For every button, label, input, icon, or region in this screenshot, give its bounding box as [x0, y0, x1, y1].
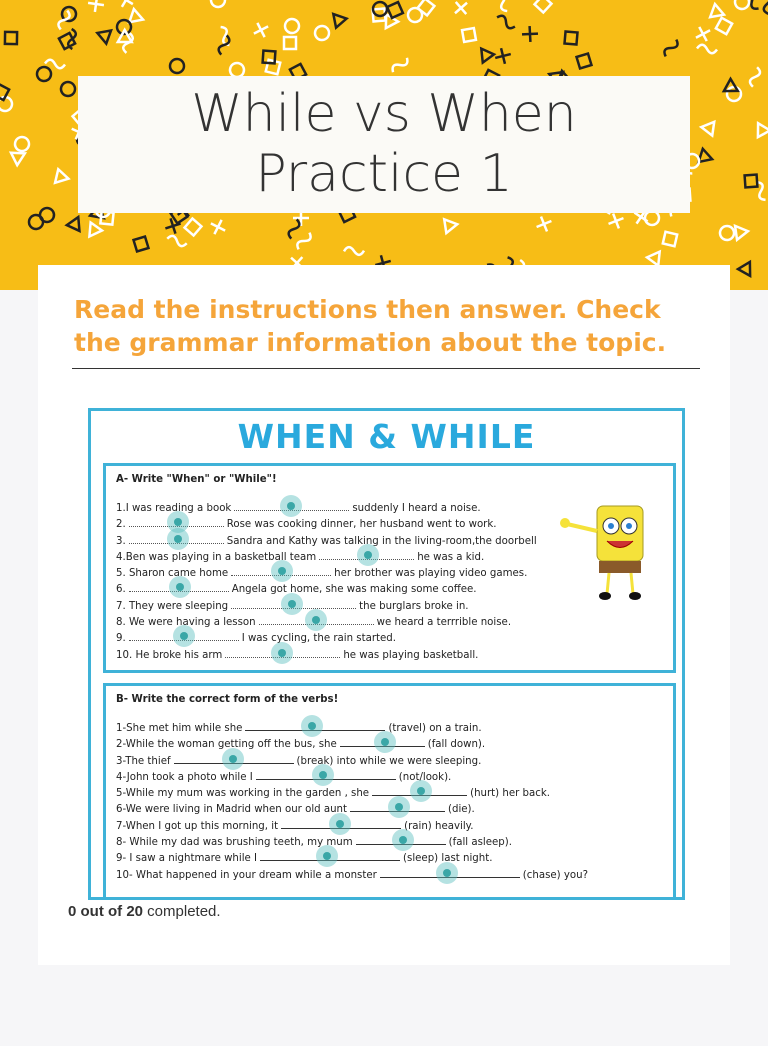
item-prefix: 4.Ben was playing in a basketball team	[116, 551, 317, 563]
worksheet-item	[116, 802, 663, 818]
worksheet-item	[116, 648, 663, 664]
section-a	[103, 463, 676, 673]
answer-blank[interactable]	[256, 770, 396, 780]
hotspot-marker[interactable]	[301, 715, 323, 737]
hotspot-marker[interactable]	[312, 764, 334, 786]
hotspot-marker[interactable]	[316, 845, 338, 867]
item-suffix: (fall down).	[427, 739, 486, 751]
answer-blank[interactable]	[319, 550, 414, 560]
answer-blank[interactable]	[260, 851, 400, 861]
worksheet-item	[116, 631, 663, 647]
answer-blank[interactable]	[372, 786, 467, 796]
item-prefix: 7. They were sleeping	[116, 600, 229, 612]
progress-status	[68, 903, 221, 920]
divider	[72, 368, 700, 369]
spongebob-illustration	[559, 496, 659, 606]
hotspot-marker[interactable]	[281, 593, 303, 615]
item-suffix: I was cycling, the rain started.	[241, 633, 397, 645]
hotspot-marker[interactable]	[388, 796, 410, 818]
answer-blank[interactable]	[129, 517, 224, 527]
hotspot-marker[interactable]	[436, 862, 458, 884]
hotspot-marker[interactable]	[410, 780, 432, 802]
item-prefix: 6-We were living in Madrid when our old aunt	[116, 804, 348, 816]
hotspot-marker[interactable]	[357, 544, 379, 566]
item-suffix: her brother was playing video games.	[334, 568, 528, 580]
progress-count: 0 out of 20	[68, 903, 144, 920]
item-prefix: 9.	[116, 633, 126, 645]
item-prefix: 1.I was reading a book	[116, 503, 232, 514]
answer-blank[interactable]	[340, 737, 425, 747]
hotspot-marker[interactable]	[222, 748, 244, 770]
item-suffix: we heard a terrrible noise.	[376, 617, 512, 629]
item-prefix: 8- While my dad was brushing teeth, my mum	[116, 837, 353, 849]
item-suffix: (chase) you?	[522, 869, 588, 881]
hotspot-marker[interactable]	[305, 609, 327, 631]
item-prefix: 7-When I got up this morning, it	[116, 820, 279, 832]
item-suffix: (rain) heavily.	[404, 820, 474, 832]
worksheet-image	[88, 408, 685, 900]
title-line-1: While vs When	[191, 84, 577, 144]
item-suffix: Angela got home, she was making some coffee.	[231, 584, 477, 596]
item-suffix: he was playing basketball.	[343, 649, 479, 661]
answer-blank[interactable]	[225, 648, 340, 658]
hotspot-marker[interactable]	[374, 731, 396, 753]
hotspot-marker[interactable]	[329, 813, 351, 835]
instructions: Read the instructions then answer. Check the grammar information about the topic.	[74, 295, 667, 357]
item-prefix: 1-She met him while she	[116, 723, 243, 734]
worksheet-item	[116, 835, 663, 851]
item-prefix: 10. He broke his arm	[116, 649, 223, 661]
answer-blank[interactable]	[281, 819, 401, 829]
hotspot-marker[interactable]	[392, 829, 414, 851]
worksheet-item	[116, 851, 663, 867]
section-a-heading: A- Write "When" or "While"!	[116, 474, 277, 485]
title-line-2: Practice 1	[255, 144, 513, 204]
answer-blank[interactable]	[231, 599, 356, 609]
answer-blank[interactable]	[174, 754, 294, 764]
worksheet-item	[116, 770, 663, 786]
item-prefix: 9- I saw a nightmare while I	[116, 853, 258, 865]
worksheet-item	[116, 868, 663, 884]
item-suffix: (travel) on a train.	[388, 723, 482, 734]
item-prefix: 3-The thief	[116, 755, 171, 767]
section-b	[103, 683, 676, 900]
answer-blank[interactable]	[380, 868, 520, 878]
item-suffix: Sandra and Kathy was talking in the living-room,the doorbell	[226, 535, 537, 547]
item-prefix: 5. Sharon came home	[116, 568, 229, 580]
answer-blank[interactable]	[129, 631, 239, 641]
hotspot-marker[interactable]	[271, 642, 293, 664]
progress-suffix: completed.	[143, 903, 221, 920]
answer-blank[interactable]	[356, 835, 446, 845]
answer-blank[interactable]	[129, 534, 224, 544]
worksheet-title: WHEN & WHILE	[237, 417, 536, 456]
item-prefix: 3.	[116, 535, 126, 547]
item-suffix: (break) into while we were sleeping.	[296, 755, 482, 767]
answer-blank[interactable]	[231, 566, 331, 576]
answer-blank[interactable]	[129, 582, 229, 592]
item-suffix: (die).	[448, 804, 475, 816]
activity-card	[38, 265, 730, 965]
item-prefix: 8. We were having a lesson	[116, 617, 256, 629]
hotspot-marker[interactable]	[280, 495, 302, 517]
item-suffix: he was a kid.	[417, 551, 485, 563]
hotspot-marker[interactable]	[271, 560, 293, 582]
answer-blank[interactable]	[259, 615, 374, 625]
item-prefix: 5-While my mum was working in the garden , she	[116, 788, 370, 800]
item-suffix: suddenly I heard a noise.	[352, 503, 481, 514]
hotspot-marker[interactable]	[167, 528, 189, 550]
hotspot-marker[interactable]	[169, 576, 191, 598]
item-prefix: 2-While the woman getting off the bus, she	[116, 739, 337, 751]
item-prefix: 2.	[116, 519, 126, 531]
item-suffix: the burglars broke in.	[359, 600, 469, 612]
worksheet-item	[116, 737, 663, 753]
item-suffix: (not/look).	[398, 771, 452, 783]
item-prefix: 4-John took a photo while I	[116, 771, 253, 783]
worksheet-item	[116, 615, 663, 631]
item-suffix: (hurt) her back.	[470, 788, 550, 800]
section-b-heading: B- Write the correct form of the verbs!	[116, 694, 339, 705]
page-title	[78, 76, 690, 213]
worksheet-item	[116, 754, 663, 770]
answer-blank[interactable]	[245, 721, 385, 731]
answer-blank[interactable]	[350, 802, 445, 812]
item-prefix: 6.	[116, 584, 126, 596]
worksheet-item	[116, 819, 663, 835]
item-suffix: (sleep) last night.	[403, 853, 493, 865]
item-suffix: Rose was cooking dinner, her husband went to work.	[226, 519, 497, 531]
hotspot-marker[interactable]	[173, 625, 195, 647]
item-prefix: 10- What happened in your dream while a monster	[116, 869, 377, 881]
answer-blank[interactable]	[234, 501, 349, 511]
item-suffix: (fall asleep).	[448, 837, 512, 849]
